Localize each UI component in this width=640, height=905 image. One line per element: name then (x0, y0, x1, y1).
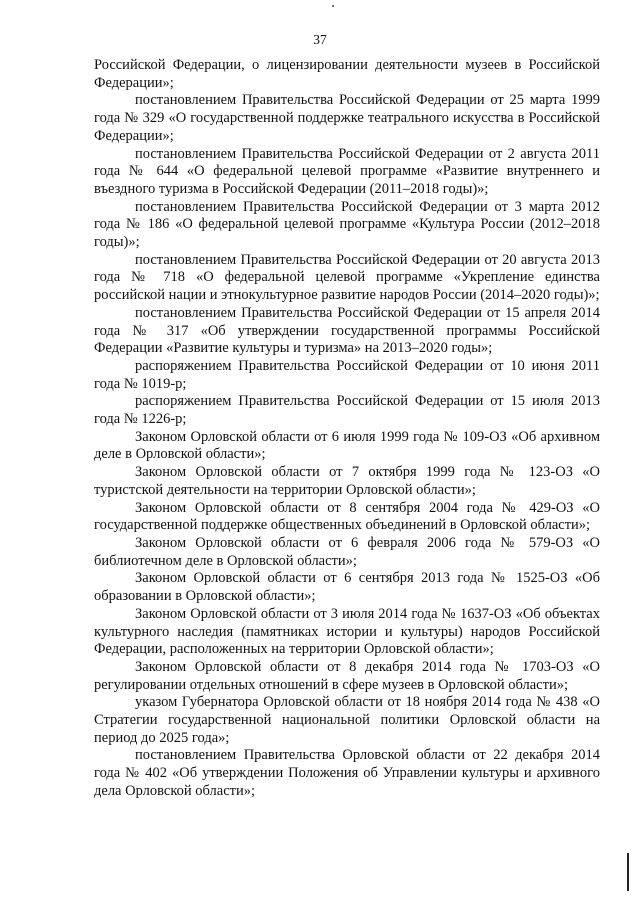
paragraph: постановлением Правительства Российской Федерации от 15 апреля 2014 года № 317 «Об утверждении государственной программы Российской Федерации «Развитие культуры и туризма» на 2013–2020 годы»; (94, 304, 600, 357)
paragraph: постановлением Правительства Российской Федерации от 3 марта 2012 года № 186 «О федеральной целевой программе «Культура России (2012–2018 годы)»; (94, 198, 600, 251)
paragraph: Законом Орловской области от 3 июля 2014 года № 1637-ОЗ «Об объектах культурного наследия (памятниках истории и культуры) народов Российской Федерации, расположенных на территории Орловской области»; (94, 605, 600, 658)
paragraph: распоряжением Правительства Российской Федерации от 15 июля 2013 года № 1226-р; (94, 393, 600, 428)
paragraph: постановлением Правительства Российской Федерации от 25 марта 1999 года № 329 «О государственной поддержке театрального искусства в Российской Федерации»; (94, 92, 600, 144)
paragraph: постановлением Правительства Российской Федерации от 2 августа 2011 года № 644 «О федеральной целевой программе «Развитие внутреннего и въездного туризма в Российской Федерации (2011–2018 годы)»; (94, 145, 600, 197)
paragraph: Законом Орловской области от 8 декабря 2014 года № 1703-ОЗ «О регулировании отдельных отношений в сфере музеев в Орловской области»; (94, 658, 600, 693)
paragraph: постановлением Правительства Российской Федерации от 20 августа 2013 года № 718 «О федеральной целевой программе «Укрепление единства российской нации и этнокультурное развитие народов России (2014–2020 годы)»; (94, 251, 600, 304)
paragraph: Законом Орловской области от 7 октября 1999 года № 123-ОЗ «О туристской деятельности на территории Орловской области»; (94, 464, 600, 498)
paragraph: Законом Орловской области от 8 сентября 2004 года № 429-ОЗ «О государственной поддержке общественных объединений в Орловской области»; (94, 499, 600, 534)
page-number: 37 (313, 32, 327, 47)
paragraph: распоряжением Правительства Российской Федерации от 10 июня 2011 года № 1019-р; (94, 357, 600, 392)
paragraph: указом Губернатора Орловской области от 18 ноября 2014 года № 438 «О Стратегии государственной национальной политики Орловской области на период до 2025 года»; (94, 694, 600, 746)
document-body (94, 57, 600, 801)
scan-artifact-dot (332, 5, 334, 7)
paragraph: постановлением Правительства Орловской области от 22 декабря 2014 года № 402 «Об утверждении Положения об Управлении культуры и архивного дела Орловской области»; (94, 747, 600, 799)
paragraph-continuation: Российской Федерации, о лицензировании деятельности музеев в Российской Федерации»; (94, 57, 600, 91)
scan-edge-mark (627, 853, 629, 891)
paragraph: Законом Орловской области от 6 февраля 2006 года № 579-ОЗ «О библиотечном деле в Орловской области»; (94, 534, 600, 569)
paragraph: Законом Орловской области от 6 июля 1999 года № 109-ОЗ «Об архивном деле в Орловской области»; (94, 428, 600, 463)
paragraph: Законом Орловской области от 6 сентября 2013 года № 1525-ОЗ «Об образовании в Орловской области»; (94, 570, 600, 605)
